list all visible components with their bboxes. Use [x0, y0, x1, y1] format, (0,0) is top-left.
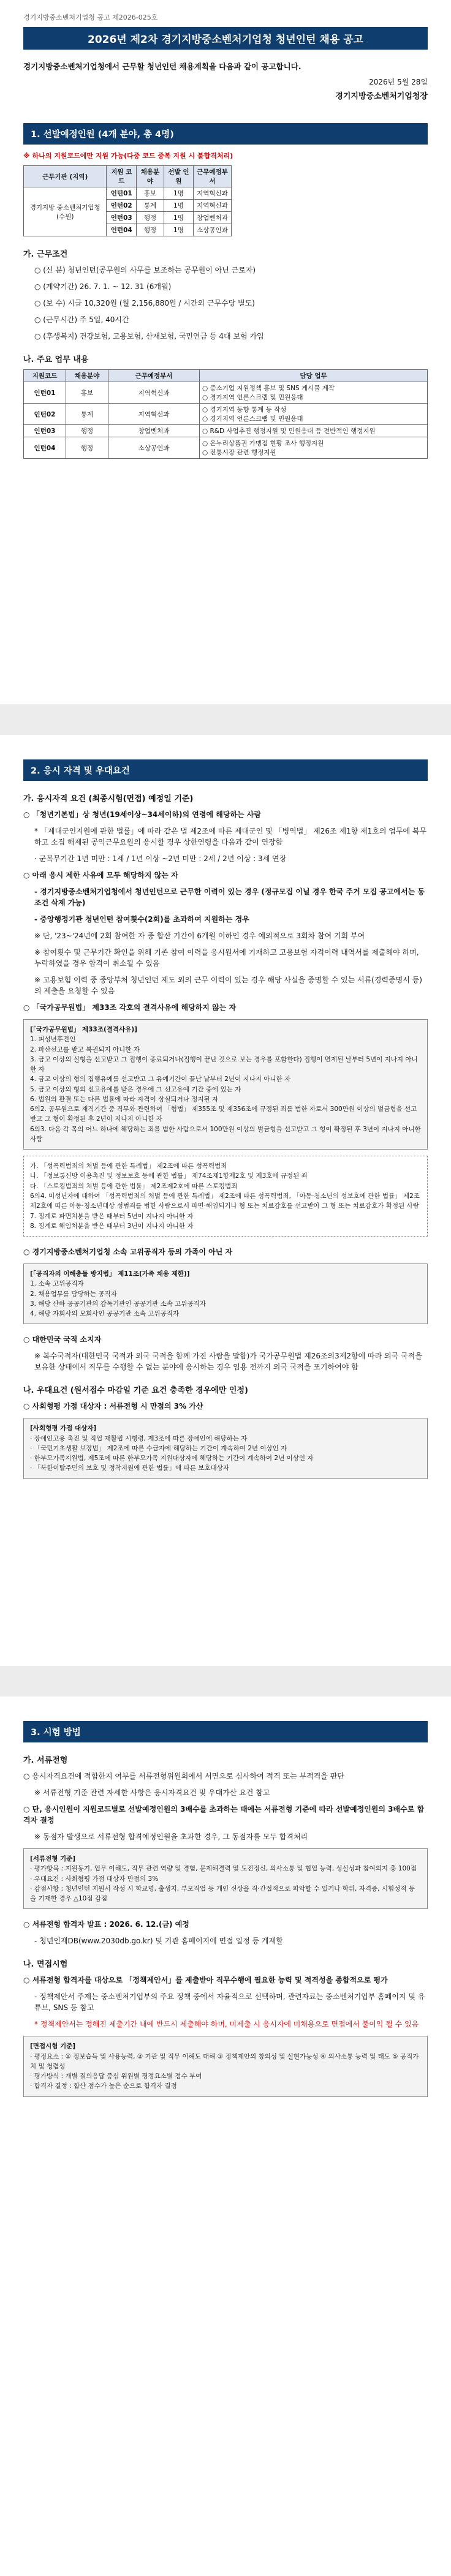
interview-line: - 정책제안서 주제는 중소벤처기업부의 주요 정책 중에서 자율적으로 선택하며, 관련자료는 중소벤처기업부 홈페이지 및 유튜브, SNS 등 참고: [34, 1992, 425, 2013]
list-item: · 합격자 결정 : 합산 점수가 높은 순으로 합격자 결정: [30, 2082, 177, 2090]
list-item: · 장애인고용 촉진 및 직업 재활법 시행령, 제3조에 따른 장애인에 해당하는 자: [30, 1434, 248, 1442]
review-note: ※ 서류전형 기준 관련 자세한 사항은 응시자격요건 및 우대가산 요건 참고: [34, 1788, 270, 1797]
announcement-date: 2026년 5월 28일: [369, 78, 428, 86]
list-item: 6의2. 공무원으로 재직기간 중 직무와 관련하여 「형법」 제355조 및 제356조에 규정된 죄를 범한 자로서 300만원 이상의 벌금형을 선고받고 그 형이 확정된 후 2년이 지나지 아니한 자: [30, 1105, 417, 1123]
interview-line: ○ 서류전형 합격자를 대상으로 「정책제안서」를 제출받아 직무수행에 필요한 능력 및 적격성을 종합적으로 평가: [23, 1976, 388, 1985]
th-org: 근무기관 (지역): [24, 166, 107, 187]
list-item: 8. 징계로 해임처분을 받은 때부터 3년이 지나지 아니한 자: [30, 1222, 194, 1230]
table-cell: 행정: [66, 425, 108, 437]
page-title: 2026년 제2차 경기지방중소벤처기업청 청년인턴 채용 공고: [23, 27, 428, 50]
service-extension: · 군복무기간 1년 미만 : 1세 / 1년 이상 ~2년 미만 : 2세 / 2년 이상 : 3세 연장: [34, 854, 287, 863]
list-item: 3. 해당 산하 공공기관의 감독기관인 공공기관 소속 고위공직자: [30, 1300, 206, 1308]
review-criteria-box: [23, 1848, 428, 1909]
announcement-note: - 청년인재DB(www.2030db.go.kr) 및 기관 홈페이지에 면접 일정 등 게재할: [34, 1937, 283, 1946]
interview-criteria-box: [23, 2036, 428, 2096]
table-cell: 지역혁신과: [108, 404, 200, 425]
review-note: ※ 동점자 발생으로 서류전형 합격예정인원을 초과한 경우, 그 동점자를 모두 합격처리: [34, 1832, 308, 1841]
th-duty-field: 채용분야: [66, 370, 108, 382]
task-item: ○ 전통시장 관련 행정지원: [202, 449, 276, 456]
condition-item: ○ (신 분) 청년인턴(공무원의 사무를 보조하는 공무원이 아닌 근로자): [34, 266, 256, 274]
list-item: · 평가항목 : 지원동기, 업무 이해도, 직무 관련 역량 및 경험, 문제해결력 및 도전정신, 의사소통 및 협업 능력, 성실성과 참여의지 총 100점: [30, 1865, 417, 1873]
th-duty-tasks: 담당 업무: [200, 370, 428, 382]
list-item: 7. 징계로 파면처분을 받은 때부터 5년이 지나지 아니한 자: [30, 1212, 194, 1220]
task-item: ○ 경기지역 언론스크랩 및 민원응대: [202, 415, 303, 423]
disqualification-box-cont: [23, 1156, 428, 1237]
review-line: ○ 단, 응시인원이 지원코드별로 선발예정인원의 3배수를 초과하는 때에는 서류전형 기준에 따라 선발예정인원의 3배수로 합격자 결정: [23, 1805, 425, 1825]
table-cell: 홍보: [137, 187, 164, 200]
list-item: · 우대요건 : 사회형평 가점 대상자 만점의 3%: [30, 1875, 159, 1883]
interview-title: 나. 면접시험: [23, 1960, 68, 1970]
list-item: 나. 「정보통신망 이용촉진 및 정보보호 등에 관한 법률」 제74조제1항제2호 및 제3호에 규정된 죄: [30, 1172, 308, 1180]
org-cell: 경기지방 중소벤처기업청 (수원): [24, 187, 107, 236]
announcement-line: ○ 서류전형 합격자 발표 : 2026. 6. 12.(금) 예정: [23, 1920, 189, 1929]
th-duty-code: 지원코드: [24, 370, 66, 382]
list-item: · 감점사항 : 청년인턴 지원서 작성 시 학교명, 출생지, 부모직업 등 개인 신상을 직·간접적으로 파악할 수 있거나 학위, 자격증, 시험성적 등을 기재한 경우 △10점 감점: [30, 1885, 415, 1903]
list-item: 2. 채용업무를 담당하는 공직자: [30, 1290, 117, 1298]
box-title: [「공직자의 이해충돌 방지법」 제11조(가족 채용 제한)]: [30, 1270, 190, 1278]
table-cell: 인턴03: [107, 212, 137, 224]
list-item: 5. 금고 이상의 형의 선고유예를 받은 경우에 그 선고유예 기간 중에 있는 자: [30, 1085, 241, 1093]
table-cell: 인턴04: [24, 437, 66, 459]
nationality-requirement: ○ 대한민국 국적 소지자: [23, 1335, 102, 1344]
section-1-title: 1. 선발예정인원 (4개 분야, 총 4명): [23, 123, 428, 145]
table-cell: 지역혁신과: [108, 382, 200, 404]
restriction-intro: ○ 아래 응시 제한 사유에 모두 해당하지 않는 자: [23, 871, 178, 879]
restriction-note: ※ 단, '23~'24년에 2회 참여한 자 중 합산 기간이 6개월 이하인 경우 예외적으로 3회차 참여 기회 부여: [34, 932, 365, 940]
condition-item: ○ (계약기간) 26. 7. 1. ~ 12. 31 (6개월): [34, 282, 172, 291]
document-review-title: 가. 서류전형: [23, 1756, 68, 1765]
table-cell: 1명: [164, 187, 193, 200]
table-cell: 창업벤처과: [108, 425, 200, 437]
box-title: [「국가공무원법」 제33조(결격사유)]: [30, 1026, 137, 1033]
page-2: [0, 735, 451, 1666]
th-code: 지원 코드: [107, 166, 137, 187]
table-cell: 지역혁신과: [193, 200, 231, 212]
announcing-org: 경기지방중소벤처기업청장: [335, 92, 428, 101]
restriction-2: - 중앙행정기관 청년인턴 참여횟수(2회)를 초과하여 지원하는 경우: [34, 915, 249, 924]
table-cell: 창업벤처과: [193, 212, 231, 224]
list-item: · 한부모가족지원법, 제5조에 따른 한부모가족 지원대상자에 해당하는 기간이 계속하여 2년 이상인 자: [30, 1455, 314, 1463]
table-cell: 통계: [66, 404, 108, 425]
table-cell: 인턴02: [24, 404, 66, 425]
relation-box: [23, 1264, 428, 1324]
single-code-note: ※ 하나의 지원코드에만 지원 가능(다중 코드 중복 지원 시 불합격처리): [23, 152, 233, 160]
duties-title: 나. 주요 업무 내용: [23, 355, 89, 364]
th-dept: 근무예정부서: [193, 166, 231, 187]
task-item: ○ 경기지역 언론스크랩 및 민원응대: [202, 394, 303, 401]
list-item: 가. 「성폭력범죄의 처벌 등에 관한 특례법」 제2조에 따른 성폭력범죄: [30, 1162, 227, 1170]
list-item: 4. 금고 이상의 형의 집행유예를 선고받고 그 유예기간이 끝난 날부터 2년이 지나지 아니한 자: [30, 1075, 291, 1083]
th-field: 채용분야: [137, 166, 164, 187]
law-requirement: ○ 「국가공무원법」 제33조 각호의 결격사유에 해당하지 않는 자: [23, 1003, 237, 1012]
review-line: ○ 응시자격요건에 적합한지 여부를 서류전형위원회에서 서면으로 심사하여 적격 또는 부적격을 판단: [23, 1772, 344, 1780]
equity-box: [23, 1418, 428, 1478]
box-title: [서류전형 기준]: [30, 1855, 76, 1862]
table-cell: 행정: [66, 437, 108, 459]
preference-title: 나. 우대요건 (원서접수 마감일 기준 요건 충족한 경우에만 인정): [23, 1386, 248, 1396]
table-cell: 소상공인과: [108, 437, 200, 459]
th-count: 선발 인원: [164, 166, 193, 187]
restriction-note: ※ 참여횟수 및 근무기간 확인을 위해 기존 참여 이력을 응시원서에 기재하고 고용보험 자격이력 내역서를 제출해야 하며, 누락하였을 경우 합격이 취소될 수 있음: [34, 948, 419, 968]
disqualification-box: [23, 1019, 428, 1150]
table-cell: 인턴01: [24, 382, 66, 404]
table-cell: 인턴04: [107, 224, 137, 236]
box-title: [면접시험 기준]: [30, 2043, 76, 2051]
conditions-title: 가. 근무조건: [23, 250, 68, 259]
list-item: 6의3. 다음 각 목의 어느 하나에 해당하는 죄를 범한 사람으로서 100만원 이상의 벌금형을 선고받고 그 형이 확정된 후 3년이 지나지 아니한 사람: [30, 1125, 421, 1143]
section-2-title: 2. 응시 자격 및 우대요건: [23, 759, 428, 781]
page-3: [0, 1697, 451, 2576]
equity-bonus: ○ 사회형평 가점 대상자 : 서류전형 시 만점의 3% 가산: [23, 1402, 203, 1411]
table-cell: 1명: [164, 224, 193, 236]
table-cell: 인턴03: [24, 425, 66, 437]
list-item: 4. 해당 자회사의 모회사인 공공기관 소속 고위공직자: [30, 1310, 180, 1318]
list-item: 다. 「스토킹범죄의 처벌 등에 관한 법률」 제2조제2호에 따른 스토킹범죄: [30, 1182, 238, 1190]
restriction-note: ※ 고용보험 이력 중 중앙부처 청년인턴 제도 외의 근무 이력이 있는 경우 해당 사실을 증명할 수 있는 서류(경력증명서 등)의 제출을 요청할 수 있음: [34, 976, 422, 995]
nationality-note: ※ 복수국적자(대한민국 국적과 외국 국적을 함께 가진 사람을 말함)가 국가공무원법 제26조의3제2항에 따라 외국 국적을 보유한 상태에서 직무를 수행할 수 없는 분야에 응시하는 경우 임용 전까지 외국 국적을 포기하여야 함: [34, 1352, 422, 1372]
table-cell: 1명: [164, 212, 193, 224]
list-item: · 평정요소 : ① 정보습득 및 사용능력, ② 기관 및 직무 이해도 대해 ③ 정책제안의 창의성 및 실현가능성 ④ 의사소통 능력 및 태도 ⑤ 공직가치 및 청렴성: [30, 2052, 419, 2070]
table-cell: 지역혁신과: [193, 187, 231, 200]
document-number: 경기지방중소벤처기업청 공고 제2026-025호: [23, 13, 158, 21]
task-item: ○ 중소기업 지원정책 홍보 및 SNS 게시물 제작: [202, 385, 335, 392]
task-item: ○ 온누리상품권 가맹점 현황 조사 행정지원: [202, 440, 324, 447]
table-cell: 인턴02: [107, 200, 137, 212]
duties-table: [23, 369, 428, 459]
list-item: 6의4. 미성년자에 대하여 「성폭력범죄의 처벌 등에 관한 특례법」 제2조에 따른 성폭력범죄, 「아동·청소년의 성보호에 관한 법률」 제2조제2호에 따른 아동·청소년대상 성범죄를 범한 사람으로서 파면·해임되거나 형 또는 치료감호를 선고받아 그 형 또는 치료감호가 확정된 사람: [30, 1192, 420, 1210]
table-cell: 인턴01: [107, 187, 137, 200]
table-cell: 1명: [164, 200, 193, 212]
eligibility-title: 가. 응시자격 요건 (최종시험(면접) 예정일 기준): [23, 794, 194, 804]
list-item: · 「북한이탈주민의 보호 및 정착지원에 관한 법률」에 따른 보호대상자: [30, 1464, 229, 1472]
list-item: · 「국민기초생활 보장법」 제2조에 따른 수급자에 해당하는 기간이 계속하여 2년 이상인 자: [30, 1444, 287, 1452]
page-1: [0, 0, 451, 704]
task-item: ○ R&D 사업추진 행정지원 및 민원응대 등 전반적인 행정지원: [202, 427, 376, 435]
condition-item: ○ (근무시간) 주 5일, 40시간: [34, 315, 129, 324]
box-title: [사회형평 가점 대상자]: [30, 1425, 97, 1433]
list-item: 2. 파산선고를 받고 복권되지 아니한 자: [30, 1045, 140, 1053]
relation-requirement: ○ 경기지방중소벤처기업청 소속 고위공직자 등의 가족이 아닌 자: [23, 1248, 233, 1257]
section-3-title: 3. 시험 방법: [23, 1721, 428, 1742]
table-cell: 홍보: [66, 382, 108, 404]
table-cell: 통계: [137, 200, 164, 212]
restriction-1: - 경기지방중소벤처기업청에서 청년인턴으로 근무한 이력이 있는 경우 (정규모집 이닐 경우 한국 주거 모집 공고에서는 동 조건 삭제 가능): [34, 887, 425, 907]
age-requirement: ○ 「청년기본법」상 청년(19세이상~34세이하)의 연령에 해당하는 사람: [23, 810, 261, 819]
positions-table: [23, 165, 232, 236]
list-item: 3. 금고 이상의 실형을 선고받고 그 집행이 종료되거나(집행이 끝난 것으로 보는 경우를 포함한다) 집행이 면제된 날부터 5년이 지나지 아니한 자: [30, 1055, 418, 1074]
list-item: 1. 피성년후견인: [30, 1036, 76, 1044]
list-item: 1. 소속 고위공직자: [30, 1280, 84, 1288]
interview-note: * 정책제안서는 정해진 제출기간 내에 반드시 제출해야 하며, 미제출 시 응시자에 미채용으로 면접에서 불이익 될 수 있음: [34, 2020, 419, 2029]
list-item: 6. 법원의 판결 또는 다른 법률에 따라 자격이 상실되거나 정지된 자: [30, 1095, 219, 1103]
condition-item: ○ (보 수) 시급 10,320원 (월 2,156,880원 / 시간외 근무수당 별도): [34, 299, 255, 307]
task-item: ○ 경기지역 동향 통계 등 작성: [202, 406, 287, 413]
table-cell: 행정: [137, 212, 164, 224]
list-item: · 평가방식 : 개별 질의응답 중심 위원별 평정요소별 점수 부여: [30, 2073, 202, 2081]
table-cell: 행정: [137, 224, 164, 236]
intro-text: 경기지방중소벤처기업청에서 근무할 청년인턴 채용계획을 다음과 같이 공고합니다.: [23, 62, 301, 71]
condition-item: ○ (후생복지) 건강보험, 고용보험, 산재보험, 국민연금 등 4대 보험 가입: [34, 332, 264, 341]
th-duty-dept: 근무예정부서: [108, 370, 200, 382]
table-cell: 소상공인과: [193, 224, 231, 236]
veteran-note: * 「제대군인지원에 관한 법률」에 따라 같은 법 제2조에 따른 제대군인 및 「병역법」 제26조 제1항 제1호의 업무에 복무하고 소집 해제된 공익근무요원의 응시할 경우 상한연령을 다음과 같이 연장함: [34, 827, 427, 846]
